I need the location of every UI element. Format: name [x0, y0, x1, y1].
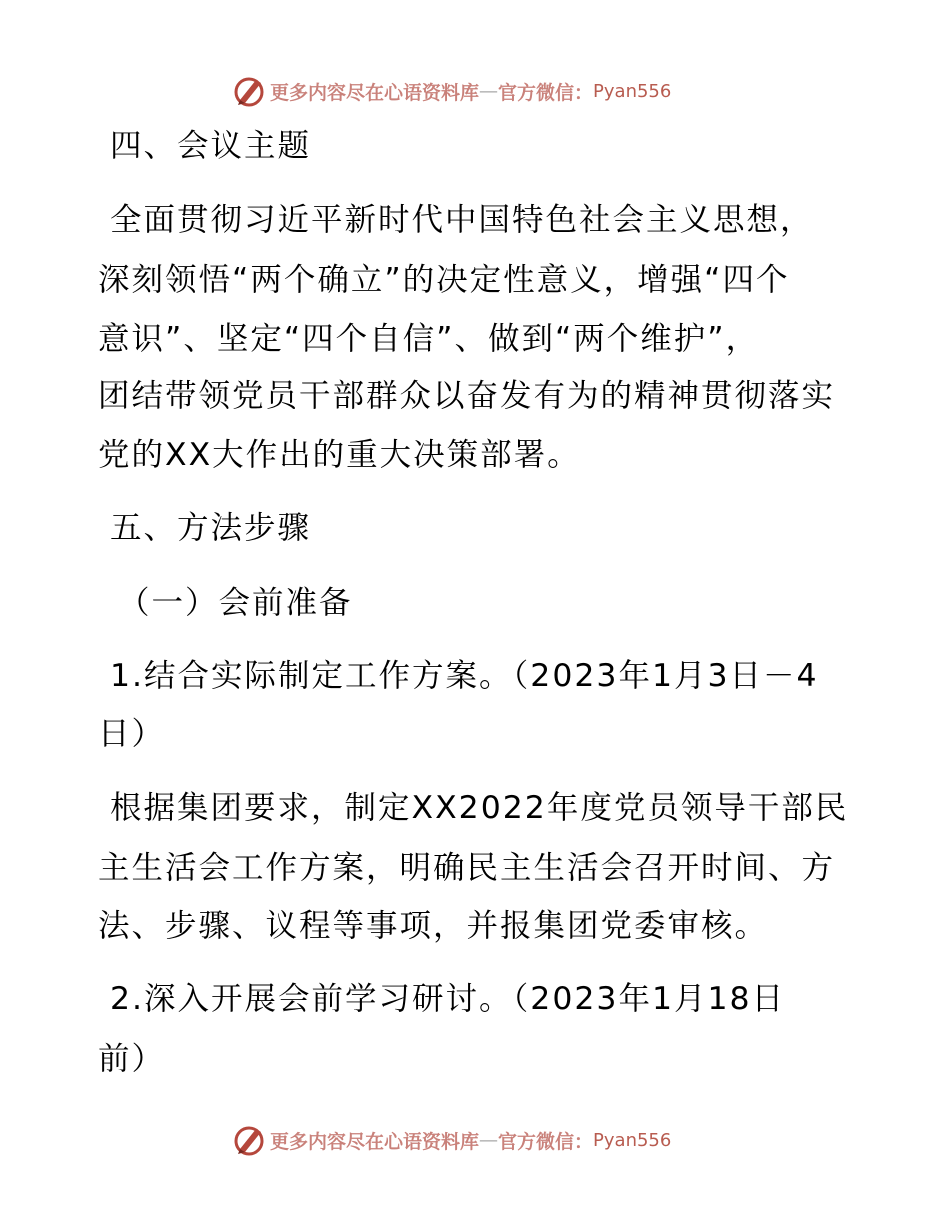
paragraph-line: 团结带领党员干部群众以奋发有为的精神贯彻落实 — [98, 378, 836, 414]
pen-logo-icon — [232, 74, 266, 108]
watermark-brand: 更多内容尽在心语资料库 — [270, 81, 480, 104]
step-item-title: 2.深入开展会前学习研讨。（2023年1月18日 — [110, 981, 786, 1017]
step-item-title: 前） — [98, 1041, 166, 1077]
watermark-brand: 更多内容尽在心语资料库 — [270, 1130, 480, 1153]
section-heading-five: 五、方法步骤 — [110, 510, 312, 546]
paragraph-line: 深刻领悟“两个确立”的决定性意义，增强“四个 — [98, 262, 790, 298]
watermark-separator: — — [479, 80, 499, 102]
section-heading-four: 四、会议主题 — [110, 128, 312, 164]
step-item-title: 日） — [98, 716, 166, 752]
subsection-heading: （一）会前准备 — [118, 585, 353, 621]
paragraph-line: 法、步骤、议程等事项，并报集团党委审核。 — [98, 908, 769, 944]
watermark-label: 官方微信： — [498, 81, 594, 104]
paragraph-line: 主生活会工作方案，明确民主生活会召开时间、方 — [98, 850, 836, 886]
watermark-contact: Pyan556 — [593, 80, 672, 102]
paragraph-line: 全面贯彻习近平新时代中国特色社会主义思想， — [110, 202, 814, 238]
watermark-footer — [232, 1120, 671, 1160]
paragraph-line: 根据集团要求，制定XX2022年度党员领导干部民 — [110, 790, 849, 826]
watermark-separator: — — [479, 1129, 499, 1151]
watermark-header — [232, 71, 671, 111]
step-item-title: 1.结合实际制定工作方案。（2023年1月3日－4 — [110, 658, 819, 694]
watermark-contact: Pyan556 — [593, 1129, 672, 1151]
pen-logo-icon — [232, 1123, 266, 1157]
paragraph-line: 意识”、坚定“四个自信”、做到“两个维护”， — [98, 321, 760, 357]
paragraph-line: 党的XX大作出的重大决策部署。 — [98, 437, 581, 473]
watermark-label: 官方微信： — [498, 1130, 594, 1153]
